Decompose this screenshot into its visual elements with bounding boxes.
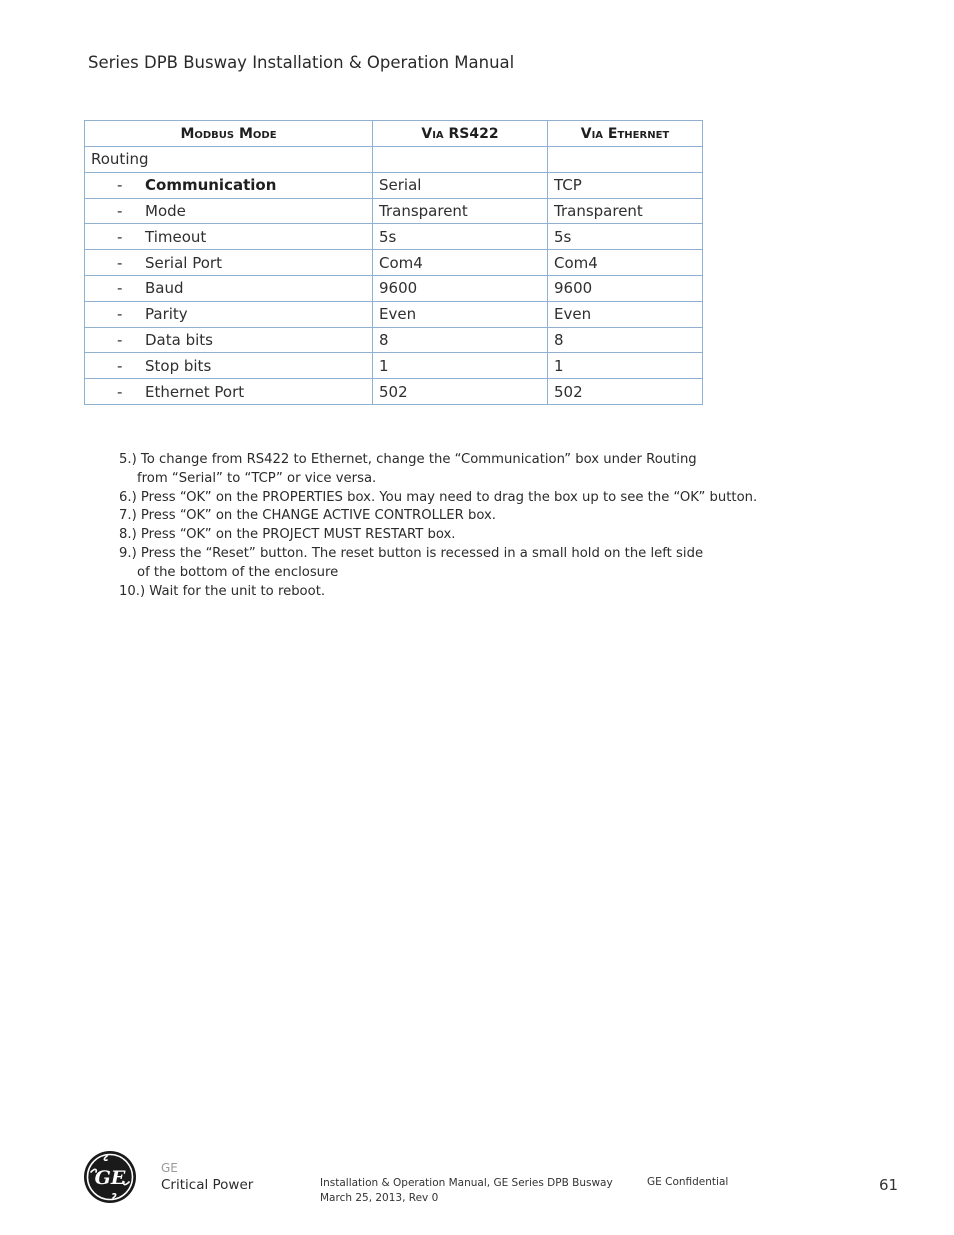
ethernet-value: 502 [548,379,703,405]
footer-document-title: Installation & Operation Manual, GE Series DPB Busway [320,1177,613,1189]
row-label-cell [85,198,373,224]
table-cell-empty [548,147,703,173]
footer-brand: Critical Power [161,1177,254,1193]
footer-brand-small: GE [161,1161,178,1175]
rs422-value: Even [373,301,548,327]
table-row [85,379,703,405]
row-label-cell [85,172,373,198]
table-row [85,301,703,327]
bullet-dash: - [117,330,123,349]
ethernet-value: 9600 [548,275,703,301]
section-label-routing: Routing [85,147,373,173]
ethernet-value: Even [548,301,703,327]
table-header-row [85,121,703,147]
table-row [85,327,703,353]
step-text: 8.) Press “OK” on the PROJECT MUST RESTART box. [119,527,456,543]
row-label-cell [85,327,373,353]
rs422-value: 5s [373,224,548,250]
bullet-dash: - [117,201,123,220]
table-row [85,275,703,301]
list-item [119,489,799,508]
bullet-dash: - [117,382,123,401]
row-label-cell [85,275,373,301]
footer-document-date: March 25, 2013, Rev 0 [320,1192,439,1204]
bullet-dash: - [117,176,123,195]
table-cell-empty [373,147,548,173]
ethernet-value: Com4 [548,250,703,276]
row-label-cell [85,224,373,250]
row-label: Stop bits [145,356,212,375]
step-text: 6.) Press “OK” on the PROPERTIES box. You may need to drag the box up to see the “OK” button. [119,489,758,505]
bullet-dash: - [117,253,123,272]
row-label: Data bits [145,330,213,349]
column-header-via-ethernet: Via Ethernet [548,121,703,147]
ge-monogram-icon [83,1150,137,1204]
row-label: Mode [145,201,186,220]
table-row [85,198,703,224]
list-item [119,526,799,545]
bullet-dash: - [117,305,123,324]
table-row [85,172,703,198]
step-text: 7.) Press “OK” on the CHANGE ACTIVE CONTROLLER box. [119,508,496,524]
footer-confidential: GE Confidential [647,1176,729,1188]
table-row [85,353,703,379]
rs422-value: 9600 [373,275,548,301]
ethernet-value: 8 [548,327,703,353]
row-label: Baud [145,279,184,298]
ethernet-value: Transparent [548,198,703,224]
bullet-dash: - [117,356,123,375]
rs422-value: 502 [373,379,548,405]
rs422-value: Transparent [373,198,548,224]
table-row [85,224,703,250]
row-label-cell [85,250,373,276]
list-item [119,451,799,489]
row-label-cell [85,353,373,379]
ethernet-value: TCP [548,172,703,198]
row-label-cell [85,379,373,405]
step-text: 9.) Press the “Reset” button. The reset button is recessed in a small hold on the left side [119,545,704,561]
row-label: Serial Port [145,253,222,272]
list-item [119,583,799,602]
modbus-settings-table [84,120,703,405]
row-label-cell [85,301,373,327]
row-label: Ethernet Port [145,382,245,401]
column-header-modbus-mode: Modbus Mode [85,121,373,147]
row-label: Timeout [145,227,207,246]
rs422-value: 1 [373,353,548,379]
rs422-value: 8 [373,327,548,353]
bullet-dash: - [117,227,123,246]
step-text: 10.) Wait for the unit to reboot. [119,583,326,599]
step-text-continued: of the bottom of the enclosure [137,564,339,580]
row-label: Communication [145,176,277,195]
page-header-title: Series DPB Busway Installation & Operation Manual [88,53,515,72]
ethernet-value: 1 [548,353,703,379]
list-item [119,507,799,526]
column-header-via-rs422: Via RS422 [373,121,548,147]
table-row [85,250,703,276]
step-text: 5.) To change from RS422 to Ethernet, change the “Communication” box under Routing [119,452,697,467]
instruction-steps-list [119,451,799,601]
rs422-value: Serial [373,172,548,198]
footer-document-info [320,1176,613,1206]
section-row-routing [85,147,703,173]
bullet-dash: - [117,279,123,298]
svg-text:GE: GE [94,1167,126,1189]
page-number: 61 [879,1176,899,1194]
list-item [119,545,799,583]
step-text-continued: from “Serial” to “TCP” or vice versa. [137,470,377,486]
rs422-value: Com4 [373,250,548,276]
ethernet-value: 5s [548,224,703,250]
row-label: Parity [145,305,188,324]
